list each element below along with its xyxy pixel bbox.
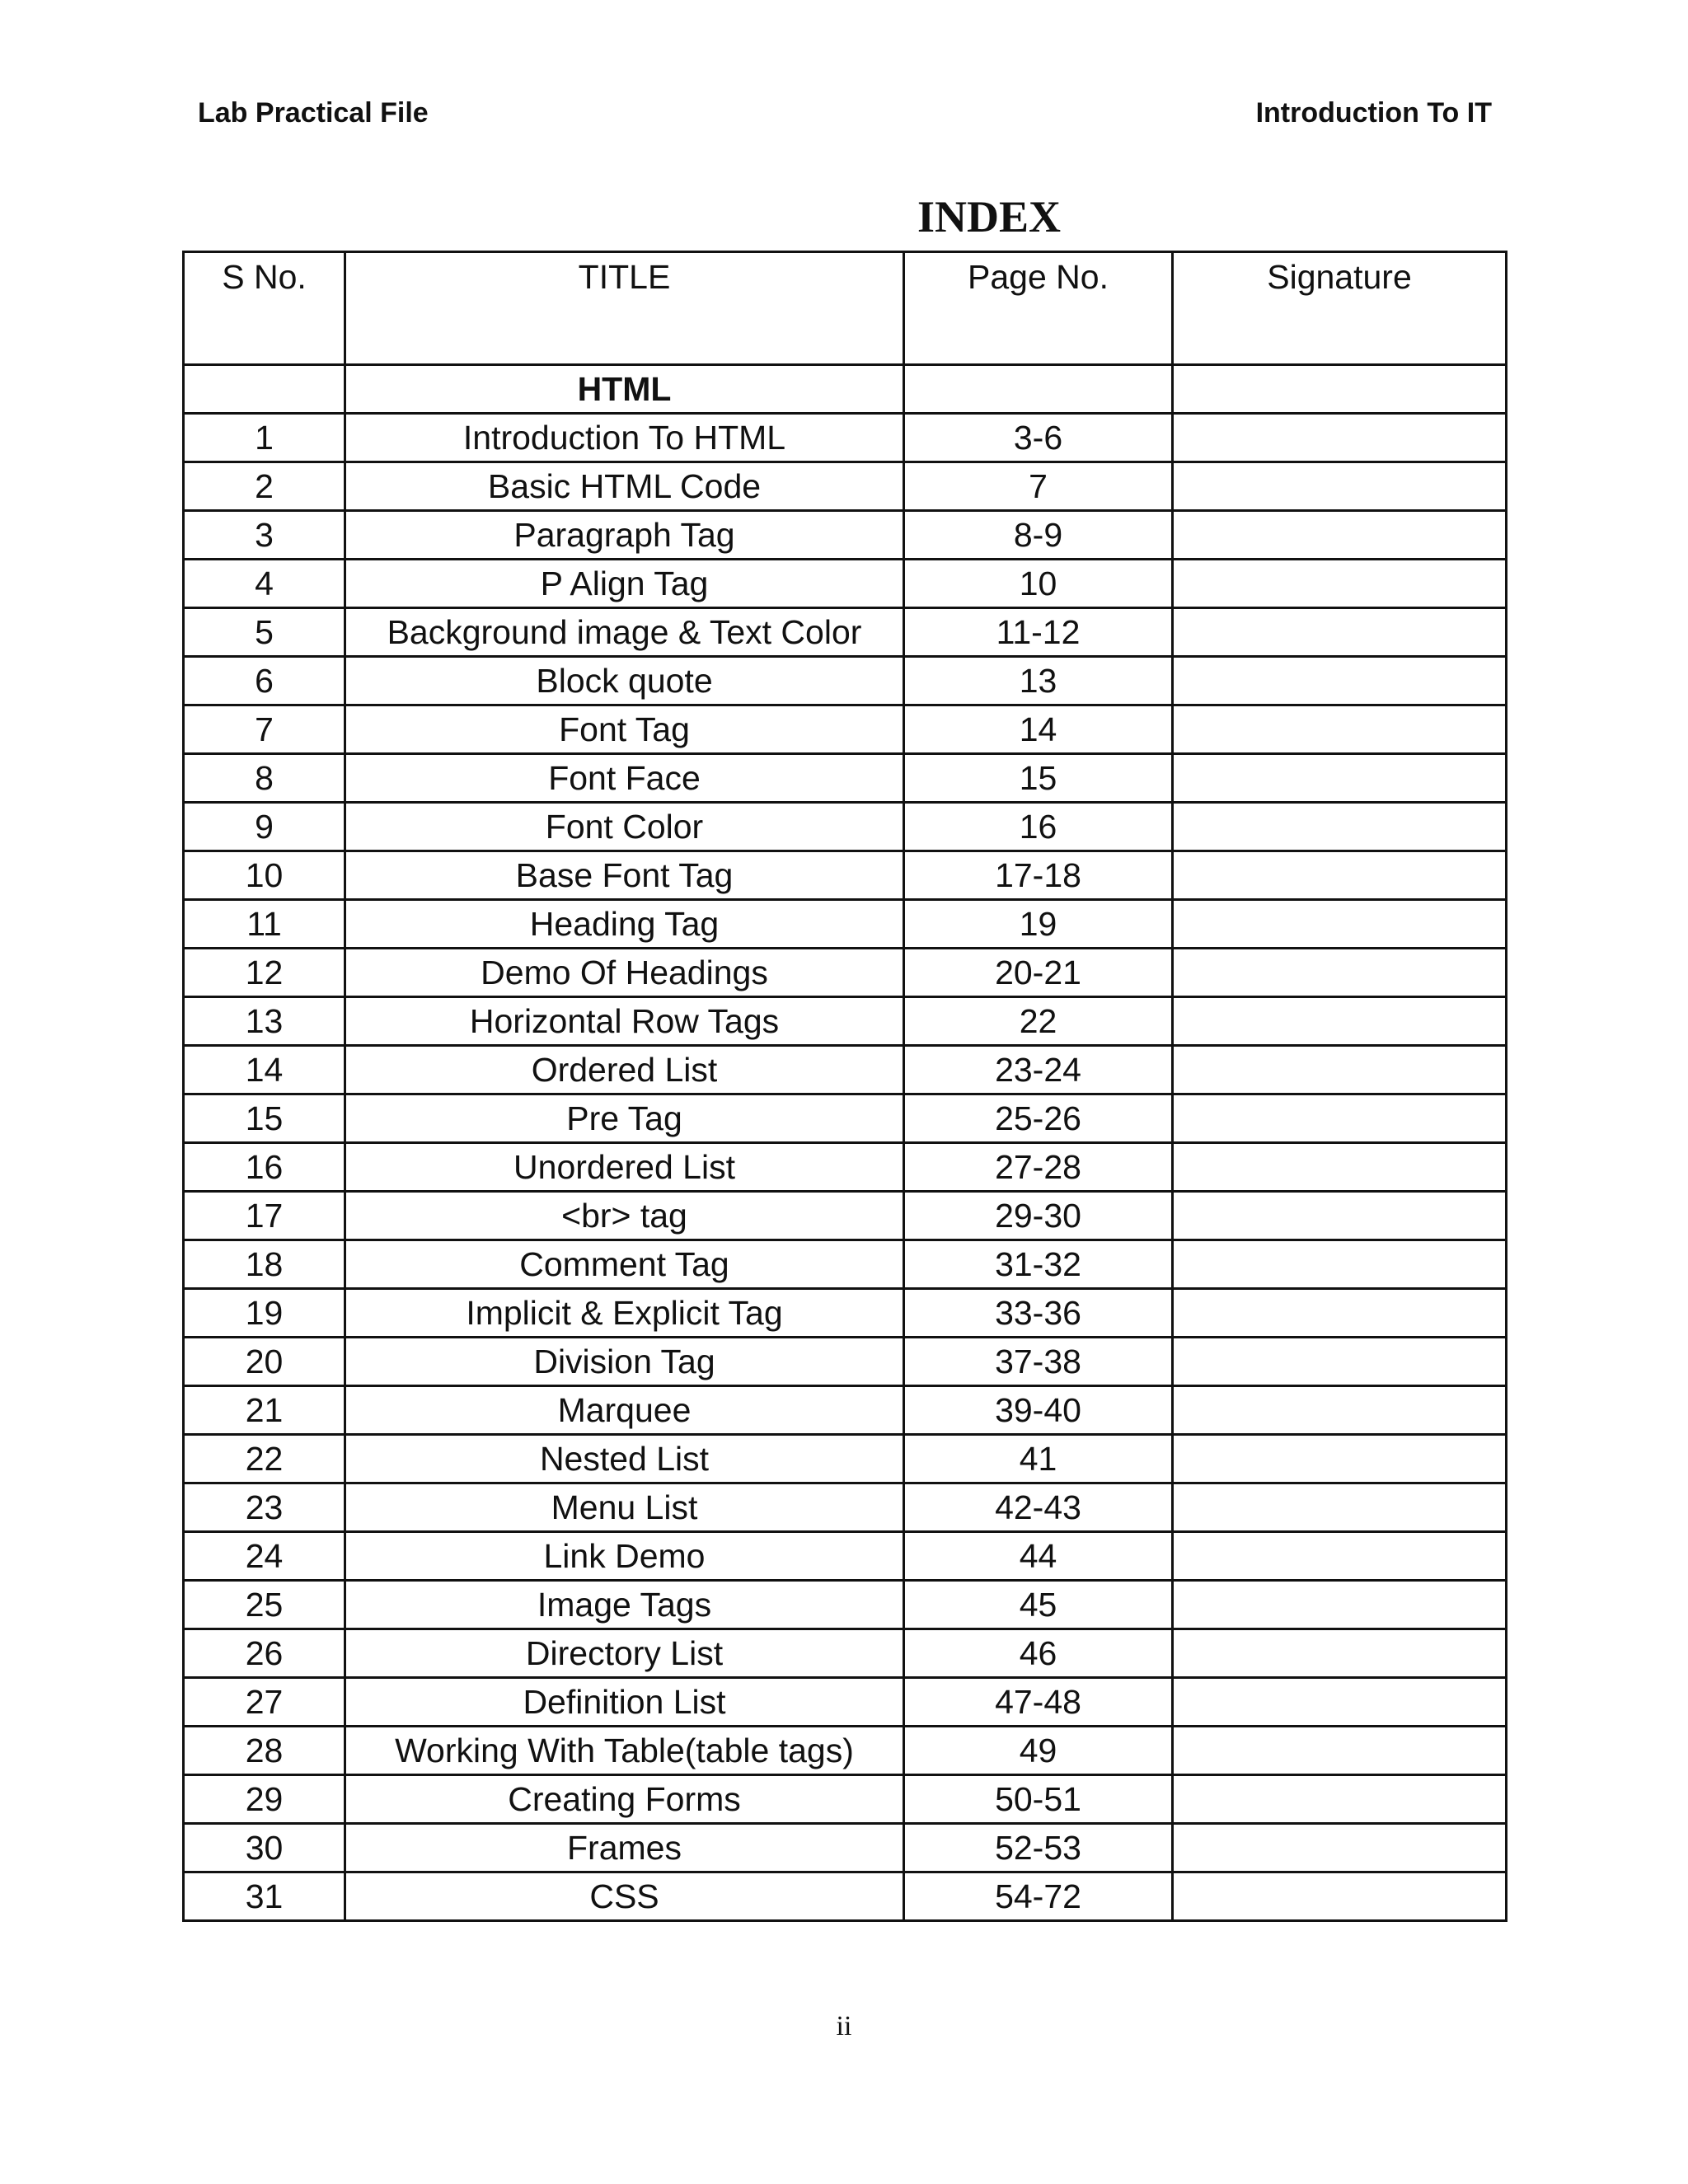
page-cell: 25-26	[904, 1094, 1173, 1143]
sno-cell: 12	[184, 949, 345, 997]
table-row	[184, 1629, 1507, 1678]
page-cell: 11-12	[904, 608, 1173, 657]
table-row	[184, 1192, 1507, 1240]
column-header-page: Page No.	[904, 252, 1173, 365]
page-cell: 14	[904, 705, 1173, 754]
table-row	[184, 1289, 1507, 1338]
sno-cell: 9	[184, 803, 345, 851]
title-cell: Basic HTML Code	[345, 462, 904, 511]
table-row	[184, 851, 1507, 900]
signature-cell	[1173, 1678, 1507, 1727]
signature-cell	[1173, 1046, 1507, 1094]
page-cell: 19	[904, 900, 1173, 949]
title-cell: Working With Table(table tags)	[345, 1727, 904, 1775]
sno-cell: 23	[184, 1483, 345, 1532]
page-cell: 44	[904, 1532, 1173, 1581]
sno-cell: 20	[184, 1338, 345, 1386]
title-cell: CSS	[345, 1872, 904, 1921]
table-row	[184, 1240, 1507, 1289]
signature-cell	[1173, 511, 1507, 560]
sno-cell: 22	[184, 1435, 345, 1483]
signature-cell	[1173, 1872, 1507, 1921]
page-cell: 50-51	[904, 1775, 1173, 1824]
signature-cell	[1173, 851, 1507, 900]
signature-cell	[1173, 1581, 1507, 1629]
title-cell: Link Demo	[345, 1532, 904, 1581]
title-cell: Background image & Text Color	[345, 608, 904, 657]
title-cell: Image Tags	[345, 1581, 904, 1629]
page-cell: 52-53	[904, 1824, 1173, 1872]
signature-cell	[1173, 1824, 1507, 1872]
table-row	[184, 1727, 1507, 1775]
signature-cell	[1173, 462, 1507, 511]
signature-cell	[1173, 754, 1507, 803]
title-cell: Pre Tag	[345, 1094, 904, 1143]
title-cell: Definition List	[345, 1678, 904, 1727]
table-row	[184, 803, 1507, 851]
signature-cell	[1173, 1629, 1507, 1678]
signature-cell	[1173, 1192, 1507, 1240]
sno-cell: 28	[184, 1727, 345, 1775]
sno-cell: 19	[184, 1289, 345, 1338]
sno-cell: 13	[184, 997, 345, 1046]
signature-cell	[1173, 900, 1507, 949]
sno-cell: 16	[184, 1143, 345, 1192]
table-row	[184, 949, 1507, 997]
table-row	[184, 1532, 1507, 1581]
table-row	[184, 900, 1507, 949]
signature-cell	[1173, 1386, 1507, 1435]
table-row	[184, 511, 1507, 560]
sno-cell: 25	[184, 1581, 345, 1629]
column-header-sno: S No.	[184, 252, 345, 365]
sno-cell: 18	[184, 1240, 345, 1289]
sno-cell: 1	[184, 414, 345, 462]
table-row	[184, 1143, 1507, 1192]
sno-cell: 10	[184, 851, 345, 900]
title-cell: Marquee	[345, 1386, 904, 1435]
title-cell: Nested List	[345, 1435, 904, 1483]
signature-cell	[1173, 608, 1507, 657]
sno-cell: 2	[184, 462, 345, 511]
sno-cell: 14	[184, 1046, 345, 1094]
page-cell: 20-21	[904, 949, 1173, 997]
title-cell: Frames	[345, 1824, 904, 1872]
title-cell: <br> tag	[345, 1192, 904, 1240]
title-cell: Block quote	[345, 657, 904, 705]
sno-cell: 5	[184, 608, 345, 657]
sno-cell: 6	[184, 657, 345, 705]
title-cell: Paragraph Tag	[345, 511, 904, 560]
table-row	[184, 997, 1507, 1046]
title-cell: Directory List	[345, 1629, 904, 1678]
title-cell: Font Color	[345, 803, 904, 851]
page-cell: 8-9	[904, 511, 1173, 560]
sno-cell: 3	[184, 511, 345, 560]
section-row	[184, 365, 1507, 414]
page-number: ii	[836, 2011, 852, 2041]
signature-cell	[1173, 1143, 1507, 1192]
page-cell: 31-32	[904, 1240, 1173, 1289]
page-cell: 47-48	[904, 1678, 1173, 1727]
title-cell: Unordered List	[345, 1143, 904, 1192]
page-cell: 17-18	[904, 851, 1173, 900]
index-table	[182, 251, 1507, 1922]
table-row	[184, 1824, 1507, 1872]
signature-cell	[1173, 657, 1507, 705]
title-cell: P Align Tag	[345, 560, 904, 608]
title-cell: Heading Tag	[345, 900, 904, 949]
section-title-cell: HTML	[345, 365, 904, 414]
signature-cell	[1173, 1775, 1507, 1824]
table-row	[184, 754, 1507, 803]
title-cell: Font Tag	[345, 705, 904, 754]
title-cell: Introduction To HTML	[345, 414, 904, 462]
section-signature-cell	[1173, 365, 1507, 414]
page-cell: 23-24	[904, 1046, 1173, 1094]
table-row	[184, 1046, 1507, 1094]
page-cell: 29-30	[904, 1192, 1173, 1240]
page-cell: 41	[904, 1435, 1173, 1483]
title-cell: Demo Of Headings	[345, 949, 904, 997]
sno-cell: 29	[184, 1775, 345, 1824]
sno-cell: 7	[184, 705, 345, 754]
page-cell: 49	[904, 1727, 1173, 1775]
signature-cell	[1173, 1094, 1507, 1143]
page-cell: 39-40	[904, 1386, 1173, 1435]
column-header-title: TITLE	[345, 252, 904, 365]
sno-cell: 11	[184, 900, 345, 949]
signature-cell	[1173, 997, 1507, 1046]
sno-cell: 4	[184, 560, 345, 608]
page-cell: 45	[904, 1581, 1173, 1629]
table-row	[184, 608, 1507, 657]
table-row	[184, 560, 1507, 608]
table-row	[184, 1435, 1507, 1483]
page-cell: 7	[904, 462, 1173, 511]
table-row	[184, 1386, 1507, 1435]
page-cell: 13	[904, 657, 1173, 705]
page-cell: 15	[904, 754, 1173, 803]
sno-cell: 17	[184, 1192, 345, 1240]
section-sno-cell	[184, 365, 345, 414]
sno-cell: 8	[184, 754, 345, 803]
table-header-row	[184, 252, 1507, 365]
signature-cell	[1173, 1727, 1507, 1775]
title-cell: Creating Forms	[345, 1775, 904, 1824]
page-cell: 16	[904, 803, 1173, 851]
page-cell: 54-72	[904, 1872, 1173, 1921]
table-row	[184, 1094, 1507, 1143]
title-cell: Comment Tag	[345, 1240, 904, 1289]
table-row	[184, 1483, 1507, 1532]
table-row	[184, 1775, 1507, 1824]
signature-cell	[1173, 1338, 1507, 1386]
signature-cell	[1173, 1240, 1507, 1289]
title-cell: Horizontal Row Tags	[345, 997, 904, 1046]
header-left-text: Lab Practical File	[198, 97, 429, 129]
page-cell: 10	[904, 560, 1173, 608]
table-row	[184, 414, 1507, 462]
page-cell: 46	[904, 1629, 1173, 1678]
table-row	[184, 462, 1507, 511]
column-header-signature: Signature	[1173, 252, 1507, 365]
index-title: INDEX	[917, 192, 1062, 241]
page-cell: 37-38	[904, 1338, 1173, 1386]
title-cell: Ordered List	[345, 1046, 904, 1094]
sno-cell: 21	[184, 1386, 345, 1435]
title-cell: Font Face	[345, 754, 904, 803]
table-row	[184, 1872, 1507, 1921]
sno-cell: 31	[184, 1872, 345, 1921]
signature-cell	[1173, 705, 1507, 754]
signature-cell	[1173, 1532, 1507, 1581]
sno-cell: 15	[184, 1094, 345, 1143]
sno-cell: 26	[184, 1629, 345, 1678]
table-row	[184, 657, 1507, 705]
page-cell: 22	[904, 997, 1173, 1046]
page-cell: 27-28	[904, 1143, 1173, 1192]
signature-cell	[1173, 414, 1507, 462]
signature-cell	[1173, 560, 1507, 608]
table-row	[184, 1678, 1507, 1727]
table-row	[184, 1581, 1507, 1629]
section-page-cell	[904, 365, 1173, 414]
title-cell: Implicit & Explicit Tag	[345, 1289, 904, 1338]
title-cell: Division Tag	[345, 1338, 904, 1386]
header-right-text: Introduction To IT	[1255, 97, 1492, 129]
sno-cell: 27	[184, 1678, 345, 1727]
title-cell: Menu List	[345, 1483, 904, 1532]
table-body	[184, 365, 1507, 1921]
signature-cell	[1173, 1483, 1507, 1532]
signature-cell	[1173, 803, 1507, 851]
signature-cell	[1173, 949, 1507, 997]
page-cell: 33-36	[904, 1289, 1173, 1338]
signature-cell	[1173, 1435, 1507, 1483]
table-row	[184, 1338, 1507, 1386]
page-cell: 3-6	[904, 414, 1173, 462]
signature-cell	[1173, 1289, 1507, 1338]
title-cell: Base Font Tag	[345, 851, 904, 900]
table-row	[184, 705, 1507, 754]
sno-cell: 24	[184, 1532, 345, 1581]
page-cell: 42-43	[904, 1483, 1173, 1532]
sno-cell: 30	[184, 1824, 345, 1872]
